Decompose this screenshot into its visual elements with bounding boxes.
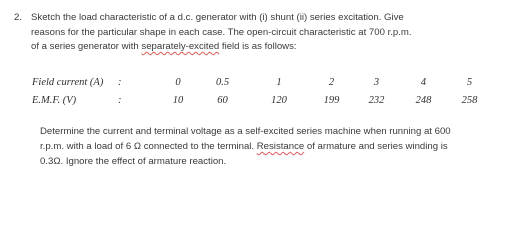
task-line-2-end: of armature and series winding is bbox=[304, 141, 448, 153]
table-cell: 5 bbox=[466, 76, 473, 88]
intro-line-3-end: field is as follows: bbox=[219, 41, 297, 53]
table-cell: 258 bbox=[461, 94, 478, 106]
table-cell: 248 bbox=[415, 94, 432, 106]
intro-line-2: reasons for the particular shape in each case. The open-circuit characteristic at 700 r.p.m. bbox=[31, 26, 412, 38]
row-colon: : bbox=[118, 94, 122, 106]
problem-task bbox=[40, 124, 512, 170]
question-intro bbox=[31, 11, 510, 55]
spellcheck-flagged-word: separately-excited bbox=[141, 41, 220, 53]
task-line-3: 0.3Ω. Ignore the effect of armature reaction. bbox=[40, 156, 227, 168]
table-cell: 60 bbox=[217, 94, 228, 106]
problem-statement bbox=[14, 11, 510, 55]
table-cell: 232 bbox=[368, 94, 385, 106]
intro-line-3 bbox=[31, 40, 510, 55]
row-label: Field current (A) bbox=[32, 76, 104, 88]
task-line-1: Determine the current and terminal voltage as a self-excited series machine when running at 600 bbox=[40, 126, 451, 137]
row-label: E.M.F. (V) bbox=[32, 94, 77, 106]
table-row-emf bbox=[32, 91, 491, 109]
spellcheck-flagged-word: Resistance bbox=[256, 141, 305, 153]
table-cell: 0.5 bbox=[215, 76, 230, 88]
table-cell: 0 bbox=[175, 76, 181, 88]
table-cell: 1 bbox=[276, 76, 282, 88]
intro-line-1: Sketch the load characteristic of a d.c. generator with (i) shunt (ii) series excitation. Give bbox=[31, 12, 404, 23]
table-cell: 3 bbox=[373, 76, 380, 88]
task-line-2-start: r.p.m. with a load of 6 Ω connected to the terminal. bbox=[40, 141, 257, 153]
intro-line-3-start: of a series generator with bbox=[31, 41, 142, 53]
row-colon: : bbox=[118, 76, 122, 88]
table-cell: 10 bbox=[172, 94, 184, 106]
table-cell: 4 bbox=[420, 76, 427, 88]
table-cell: 120 bbox=[271, 94, 287, 106]
table-cell: 2 bbox=[328, 76, 335, 88]
table-row-field-current bbox=[32, 73, 491, 91]
occ-data-table bbox=[32, 73, 491, 109]
task-line-2 bbox=[40, 139, 512, 154]
table-cell: 199 bbox=[323, 94, 340, 106]
question-number: 2. bbox=[14, 12, 23, 23]
